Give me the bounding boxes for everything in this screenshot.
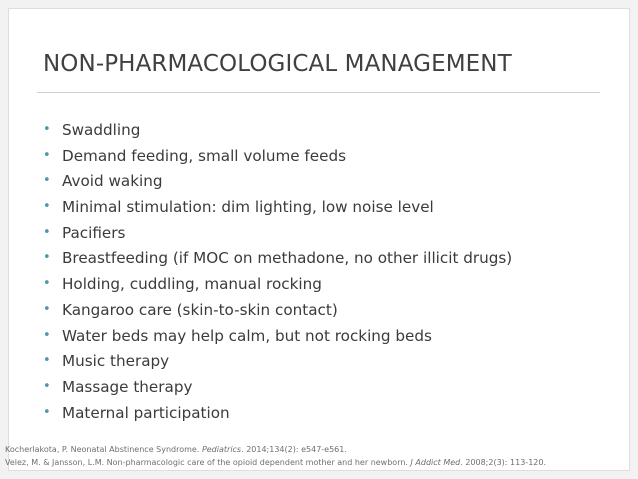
bullet-text: Music therapy — [62, 352, 170, 371]
reference-text: Velez, M. & Jansson, L.M. Non-pharmacologic care of the opioid dependent mother and her newborn. — [5, 458, 411, 467]
bullet-icon: • — [43, 353, 51, 369]
slide-title: NON-PHARMACOLOGICAL MANAGEMENT — [43, 51, 512, 77]
reference-journal: J Addict Med — [410, 458, 461, 467]
bullet-icon: • — [43, 173, 51, 189]
bullet-icon: • — [43, 224, 51, 240]
bullet-icon: • — [43, 276, 51, 292]
bullet-icon: • — [43, 122, 51, 137]
bullet-text: Breastfeeding (if MOC on methadone, no other illicit drugs) — [62, 249, 513, 268]
reference-velez-jansson — [5, 456, 546, 469]
bullet-icon: • — [43, 327, 51, 343]
bullet-text: Avoid waking — [62, 172, 163, 191]
bullet-text: Massage therapy — [62, 377, 193, 396]
title-divider — [37, 92, 600, 93]
reference-citation: . 2014;134(2): e547-e561. — [241, 445, 347, 454]
bullet-icon: • — [43, 404, 51, 420]
bullet-icon: • — [43, 147, 51, 163]
bullet-text: Pacifiers — [62, 223, 126, 242]
bullet-icon: • — [43, 250, 51, 266]
bullet-text: Water beds may help calm, but not rocking beds — [62, 326, 432, 345]
bullet-text: Kangaroo care (skin-to-skin contact) — [62, 300, 338, 319]
reference-journal: Pediatrics — [201, 445, 242, 454]
reference-text: Kocherlakota, P. Neonatal Abstinence Syndrome. — [5, 445, 202, 454]
bullet-text: Demand feeding, small volume feeds — [62, 146, 347, 165]
bullet-text: Minimal stimulation: dim lighting, low noise level — [62, 198, 434, 217]
bullet-icon: • — [43, 378, 51, 394]
bullet-text: Maternal participation — [62, 403, 230, 422]
bullet-text: Holding, cuddling, manual rocking — [62, 275, 322, 294]
bullet-icon: • — [43, 301, 51, 317]
references — [5, 443, 546, 469]
bullet-icon: • — [43, 199, 51, 215]
bullet-text: Swaddling — [62, 121, 141, 139]
reference-kocherlakota — [5, 443, 546, 456]
reference-citation: . 2008;2(3): 113-120. — [460, 458, 547, 467]
